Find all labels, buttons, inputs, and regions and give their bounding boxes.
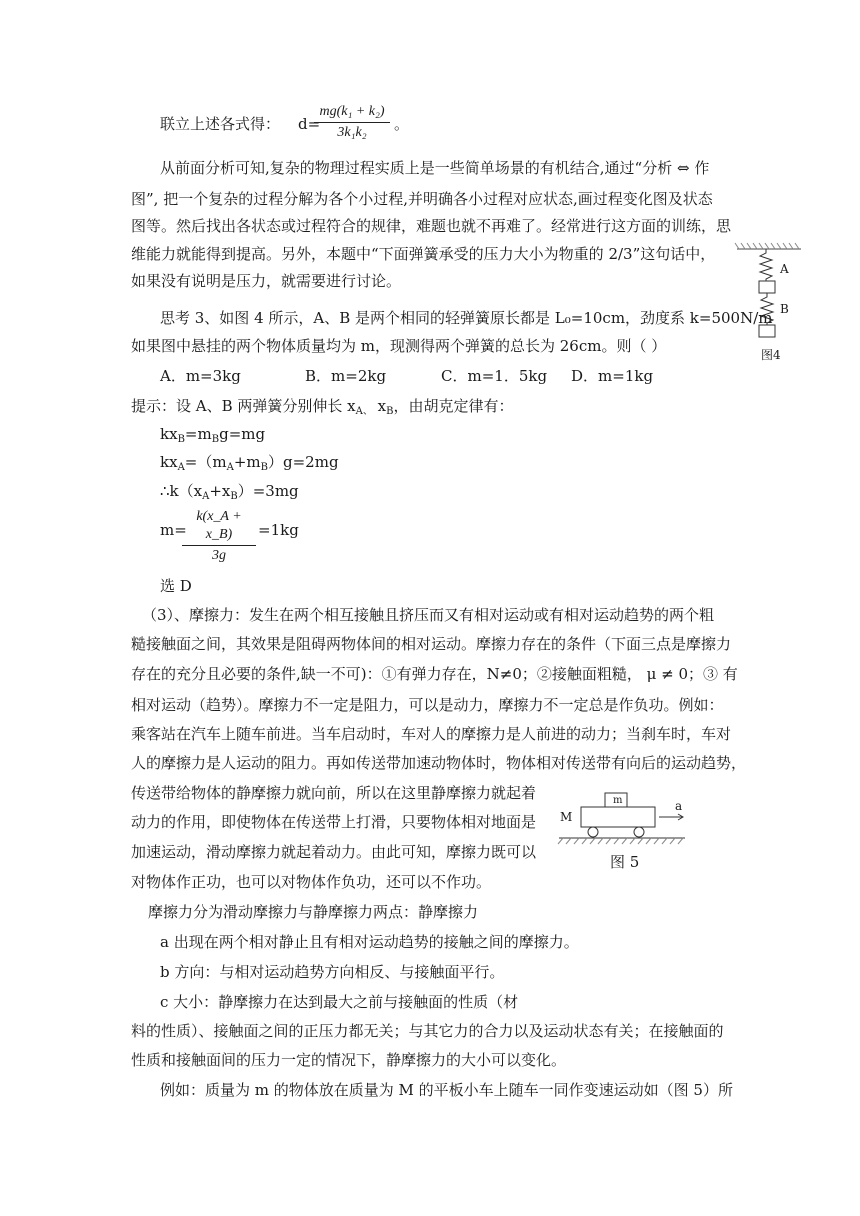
figure-4	[735, 243, 805, 363]
text-line: $kx_A=(m_A+m_B)g=2mg$	[160, 453, 339, 473]
formula-fraction	[182, 508, 256, 565]
figure-5-label-m: m	[613, 795, 623, 806]
figure-5-caption: 图 5	[610, 853, 640, 871]
text-line: 人的摩擦力是人运动的阻力。再如传送带加速动物体时，物体相对传送带有向后的运动趋势，	[131, 754, 747, 772]
text-line: 。	[394, 115, 410, 133]
text-line: 维能力就能得到提高。另外，本题中“下面弹簧承受的压力大小为物重的 2/3”这句话中，	[131, 245, 716, 263]
text-line: 图等。然后找出各状态或过程符合的规律，难题也就不再难了。经常进行这方面的训练，思	[131, 217, 732, 235]
text-line: 存在的充分且必要的条件,缺一不可)：①有弹力存在，N≠0；②接触面粗糙， μ ≠ 0；③ 有	[131, 665, 738, 683]
text-line: 图”, 把一个复杂的过程分解为各个小过程,并明确各小过程对应状态,画过程变化图及状态	[131, 190, 713, 208]
text-line: 传送带给物体的静摩擦力就向前，所以在这里静摩擦力就起着	[131, 784, 537, 802]
text-line: d=	[298, 115, 321, 133]
text-line: 联立上述各式得：	[160, 115, 281, 133]
figure-4-label-a: A	[780, 262, 789, 276]
text-line: 加速运动，滑动摩擦力就起着动力。由此可知，摩擦力既可以	[131, 843, 537, 861]
text-line: c 大小：静摩擦力在达到最大之前与接触面的性质（材	[160, 993, 519, 1011]
text-line: 糙接触面之间，其效果是阻碍两物体间的相对运动。摩擦力存在的条件（下面三点是摩擦力	[131, 635, 732, 653]
text-line: 性质和接触面间的压力一定的情况下，静摩擦力的大小可以变化。	[131, 1051, 567, 1069]
formula-numerator: mg(k₁ + k₂)	[319, 104, 385, 119]
formula-fraction	[314, 103, 390, 142]
formula-numerator: k(x_A + x_B)	[196, 509, 242, 542]
text-line: 思考 3、如图 4 所示，A、B 是两个相同的轻弹簧原长都是 L₀=10cm，劲度系 k=500N/m	[160, 309, 773, 327]
formula-denominator: 3k₁k₂	[337, 125, 367, 140]
text-line: 料的性质）、接触面之间的正压力都无关；与其它力的合力以及运动状态有关；在接触面的	[131, 1022, 724, 1040]
option-a: A．m=3kg	[160, 367, 241, 385]
text-line: 对物体作正功，也可以对物体作负功，还可以不作功。	[131, 873, 492, 891]
option-d: D．m=1kg	[571, 367, 654, 385]
text-line: 例如：质量为 m 的物体放在质量为 M 的平板小车上随车一同作变速运动如（图 5）所	[160, 1081, 733, 1099]
text-line: 相对运动（趋势）。摩擦力不一定是阻力，可以是动力，摩擦力不一定总是作负功。例如：	[131, 696, 724, 714]
text-line: 乘客站在汽车上随车前进。当车启动时，车对人的摩擦力是人前进的动力；当刹车时，车对	[131, 725, 732, 743]
text-line: 从前面分析可知,复杂的物理过程实质上是一些简单场景的有机结合,通过“分析 ⇔ 作	[160, 159, 710, 177]
text-line: $\therefore k(x_A+x_B)=3mg$	[160, 482, 299, 502]
text-line: m=	[160, 521, 187, 539]
text-line: $kx_B=m_Bg=mg$	[160, 425, 266, 445]
text-line: 如果图中悬挂的两个物体质量均为 m，现测得两个弹簧的总长为 26cm。则（ ）	[131, 337, 667, 355]
figure-5-label-M: M	[560, 810, 573, 824]
text-line: =1kg	[258, 521, 299, 539]
figure-4-caption: 图4	[761, 348, 781, 362]
text-line: （3）、摩擦力：发生在两个相互接触且挤压而又有相对运动或有相对运动趋势的两个粗	[142, 606, 715, 624]
figure-5	[555, 785, 700, 845]
option-c: C．m=1．5kg	[441, 367, 548, 385]
text-line: a 出现在两个相对静止且有相对运动趋势的接触之间的摩擦力。	[160, 933, 579, 951]
text-line: 动力的作用，即使物体在传送带上打滑，只要物体相对地面是	[131, 813, 537, 831]
text-line: 如果没有说明是压力，就需要进行讨论。	[131, 272, 402, 290]
option-b: B．m=2kg	[305, 367, 387, 385]
formula-denominator: 3g	[212, 548, 226, 563]
text-line: 摩擦力分为滑动摩擦力与静摩擦力两点：静摩擦力	[148, 903, 479, 921]
figure-4-label-b: B	[780, 302, 789, 316]
text-line: 选 D	[160, 577, 192, 595]
text-line: b 方向：与相对运动趋势方向相反、与接触面平行。	[160, 963, 505, 981]
figure-5-label-a: a	[675, 799, 683, 813]
text-line: 提示：设 A、B 两弹簧分别伸长 $x_{A、}$ $x_B$，由胡克定律有：	[131, 397, 514, 417]
